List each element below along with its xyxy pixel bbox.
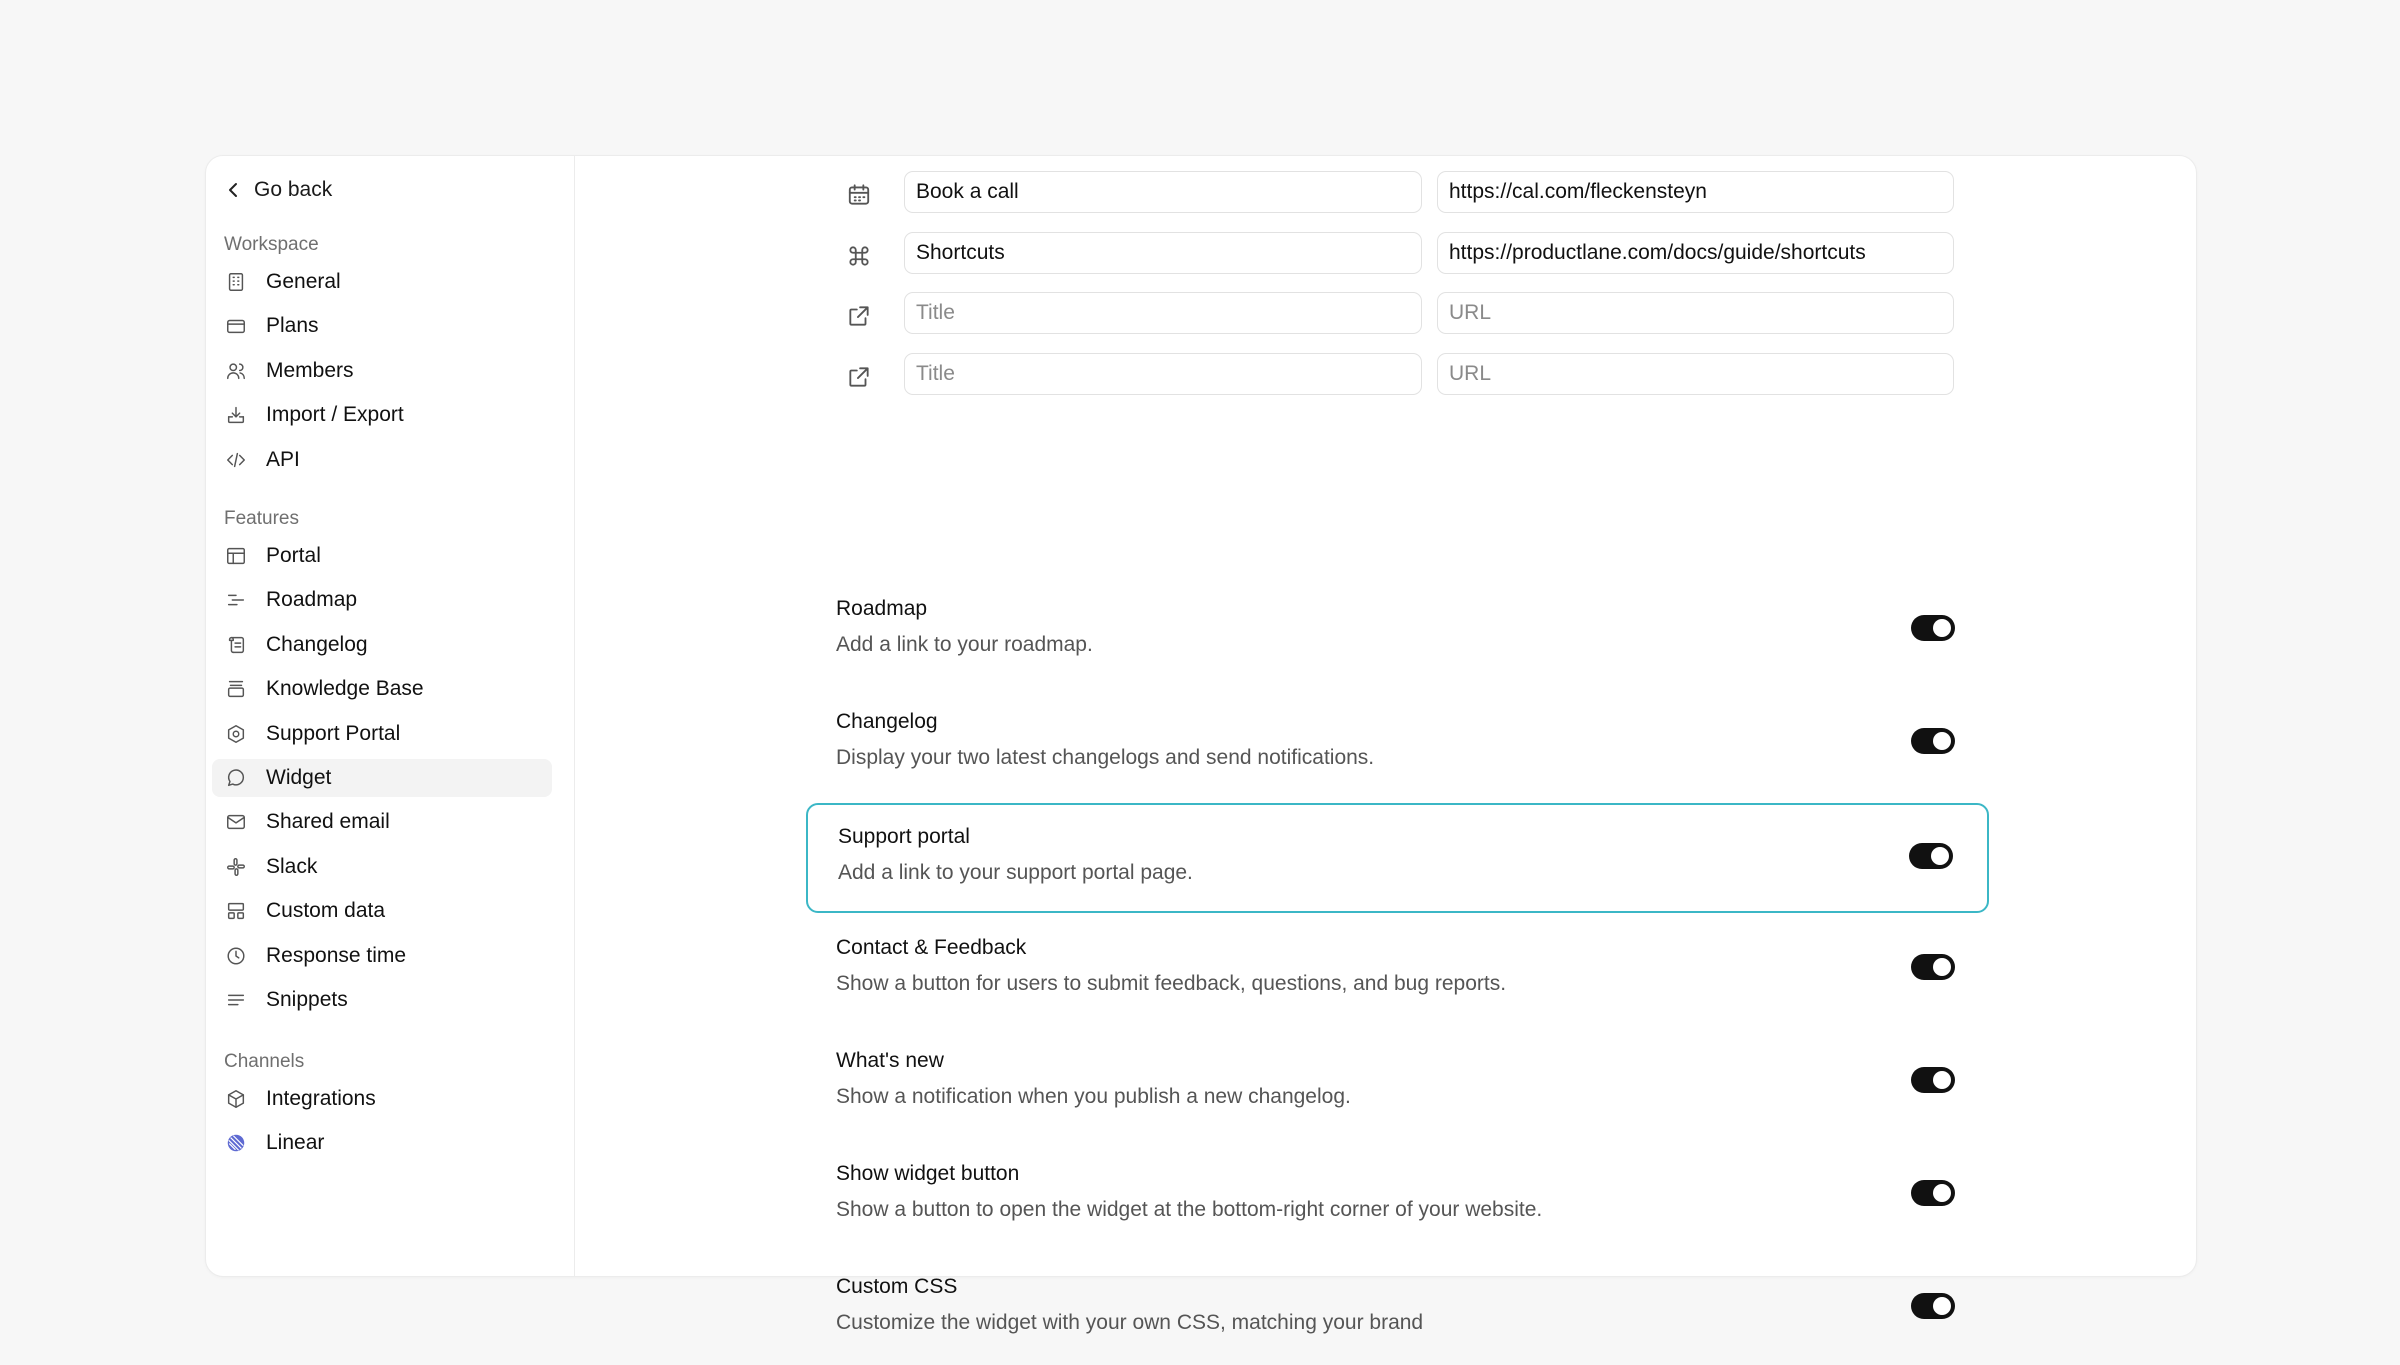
clock-icon — [224, 944, 248, 968]
building-icon — [224, 270, 248, 294]
link-url-input[interactable] — [1437, 292, 1954, 334]
layout-icon — [224, 544, 248, 568]
link-title-input[interactable] — [904, 353, 1422, 395]
import-icon — [224, 403, 248, 427]
setting-title: What's new — [836, 1049, 944, 1072]
text-lines-icon — [224, 988, 248, 1012]
go-back-label: Go back — [254, 178, 333, 201]
external-link-icon — [846, 364, 872, 390]
roadmap-icon — [224, 588, 248, 612]
link-url-input[interactable] — [1437, 232, 1954, 274]
sidebar-item-label: Portal — [266, 544, 321, 567]
sidebar-item-label: Support Portal — [266, 721, 401, 745]
sidebar-item-api[interactable] — [212, 441, 552, 479]
setting-title: Custom CSS — [836, 1275, 958, 1298]
code-icon — [224, 448, 248, 472]
sidebar-item-response-time[interactable] — [212, 937, 552, 975]
toggle-knob — [1933, 1297, 1951, 1315]
sidebar-item-linear[interactable] — [212, 1124, 552, 1162]
link-title-input[interactable] — [904, 292, 1422, 334]
hexagon-icon — [224, 722, 248, 746]
setting-changelog — [806, 690, 1989, 800]
sidebar-item-label: Slack — [266, 854, 318, 878]
setting-title: Roadmap — [836, 597, 928, 620]
box-icon — [224, 1087, 248, 1111]
slack-icon — [224, 855, 248, 879]
setting-toggle[interactable] — [1911, 954, 1955, 980]
setting-description: Show a button to open the widget at the bottom-right corner of your website. — [836, 1198, 1543, 1221]
link-row — [576, 353, 1976, 399]
link-title-input[interactable] — [904, 232, 1422, 274]
toggle-knob — [1933, 619, 1951, 637]
setting-toggle[interactable] — [1911, 615, 1955, 641]
sidebar-item-integrations[interactable] — [212, 1080, 552, 1118]
link-url-input[interactable] — [1437, 353, 1954, 395]
link-row — [576, 292, 1976, 338]
setting-contact-feedback — [806, 916, 1989, 1026]
setting-description: Display your two latest changelogs and send notifications. — [836, 746, 1375, 769]
sidebar-item-label: Changelog — [266, 632, 368, 656]
linear-logo-icon — [224, 1131, 248, 1155]
sidebar-item-general[interactable] — [212, 263, 552, 301]
sidebar-item-label: Custom data — [266, 899, 386, 923]
sidebar-item-support-portal[interactable] — [212, 715, 552, 753]
library-icon — [224, 677, 248, 701]
sidebar-item-label: Linear — [266, 1131, 325, 1155]
sidebar-item-label: API — [266, 447, 300, 471]
external-link-icon — [846, 303, 872, 329]
mail-icon — [224, 810, 248, 834]
sidebar-item-shared-email[interactable] — [212, 803, 552, 841]
setting-toggle[interactable] — [1911, 728, 1955, 754]
setting-toggle[interactable] — [1911, 1293, 1955, 1319]
link-row — [576, 171, 1976, 217]
setting-title: Changelog — [836, 710, 938, 733]
setting-description: Show a button for users to submit feedback, questions, and bug reports. — [836, 972, 1507, 995]
toggle-knob — [1933, 1071, 1951, 1089]
sidebar-item-plans[interactable] — [212, 307, 552, 345]
setting-title: Support portal — [838, 825, 970, 848]
sidebar — [206, 156, 575, 1276]
sidebar-item-label: Knowledge Base — [266, 677, 424, 701]
scroll-icon — [224, 633, 248, 657]
toggle-knob — [1933, 732, 1951, 750]
sidebar-item-widget[interactable] — [212, 759, 552, 797]
setting-title: Contact & Feedback — [836, 936, 1027, 959]
go-back-button[interactable] — [226, 170, 332, 210]
message-circle-icon — [224, 766, 248, 790]
sidebar-item-label: Roadmap — [266, 588, 358, 612]
sidebar-item-import-export[interactable] — [212, 396, 552, 434]
toggle-knob — [1931, 847, 1949, 865]
setting-description: Show a notification when you publish a new changelog. — [836, 1085, 1351, 1108]
sidebar-item-label: Widget — [266, 766, 332, 789]
setting-description: Add a link to your roadmap. — [836, 633, 1093, 656]
sidebar-item-label: Integrations — [266, 1087, 376, 1110]
sidebar-item-roadmap[interactable] — [212, 581, 552, 619]
sidebar-item-custom-data[interactable] — [212, 892, 552, 930]
link-title-input[interactable] — [904, 171, 1422, 213]
section-label-workspace: Workspace — [224, 234, 319, 255]
section-label-channels: Channels — [224, 1051, 305, 1072]
setting-what-s-new — [806, 1029, 1989, 1139]
command-icon — [846, 243, 872, 269]
toggle-knob — [1933, 1184, 1951, 1202]
setting-toggle[interactable] — [1909, 843, 1953, 869]
users-icon — [224, 359, 248, 383]
sidebar-item-snippets[interactable] — [212, 981, 552, 1019]
sidebar-item-label: Response time — [266, 943, 407, 967]
sidebar-item-label: Plans — [266, 314, 319, 338]
sidebar-item-knowledge-base[interactable] — [212, 670, 552, 708]
setting-title: Show widget button — [836, 1162, 1020, 1185]
settings-window — [205, 155, 2197, 1334]
setting-description: Add a link to your support portal page. — [838, 861, 1193, 884]
setting-custom-css — [806, 1255, 1989, 1365]
grid-icon — [224, 899, 248, 923]
sidebar-item-label: Shared email — [266, 810, 390, 834]
setting-show-widget-button — [806, 1142, 1989, 1252]
setting-support-portal — [806, 803, 1989, 913]
sidebar-item-label: General — [266, 270, 341, 293]
section-label-features: Features — [224, 508, 299, 529]
setting-toggle[interactable] — [1911, 1067, 1955, 1093]
sidebar-item-changelog[interactable] — [212, 626, 552, 664]
sidebar-item-label: Snippets — [266, 988, 348, 1011]
toggle-knob — [1933, 958, 1951, 976]
calendar-icon — [846, 182, 872, 208]
sidebar-item-portal[interactable] — [212, 537, 552, 575]
setting-roadmap — [806, 577, 1989, 687]
link-row — [576, 232, 1976, 278]
sidebar-item-label: Import / Export — [266, 403, 404, 427]
chevron-left-icon — [226, 181, 240, 199]
widget-settings-panel — [576, 156, 2196, 1334]
sidebar-item-label: Members — [266, 358, 354, 382]
link-url-input[interactable] — [1437, 171, 1954, 213]
sidebar-item-members[interactable] — [212, 352, 552, 390]
setting-description: Customize the widget with your own CSS, matching your brand — [836, 1311, 1424, 1334]
sidebar-item-slack[interactable] — [212, 848, 552, 886]
credit-card-icon — [224, 314, 248, 338]
setting-toggle[interactable] — [1911, 1180, 1955, 1206]
